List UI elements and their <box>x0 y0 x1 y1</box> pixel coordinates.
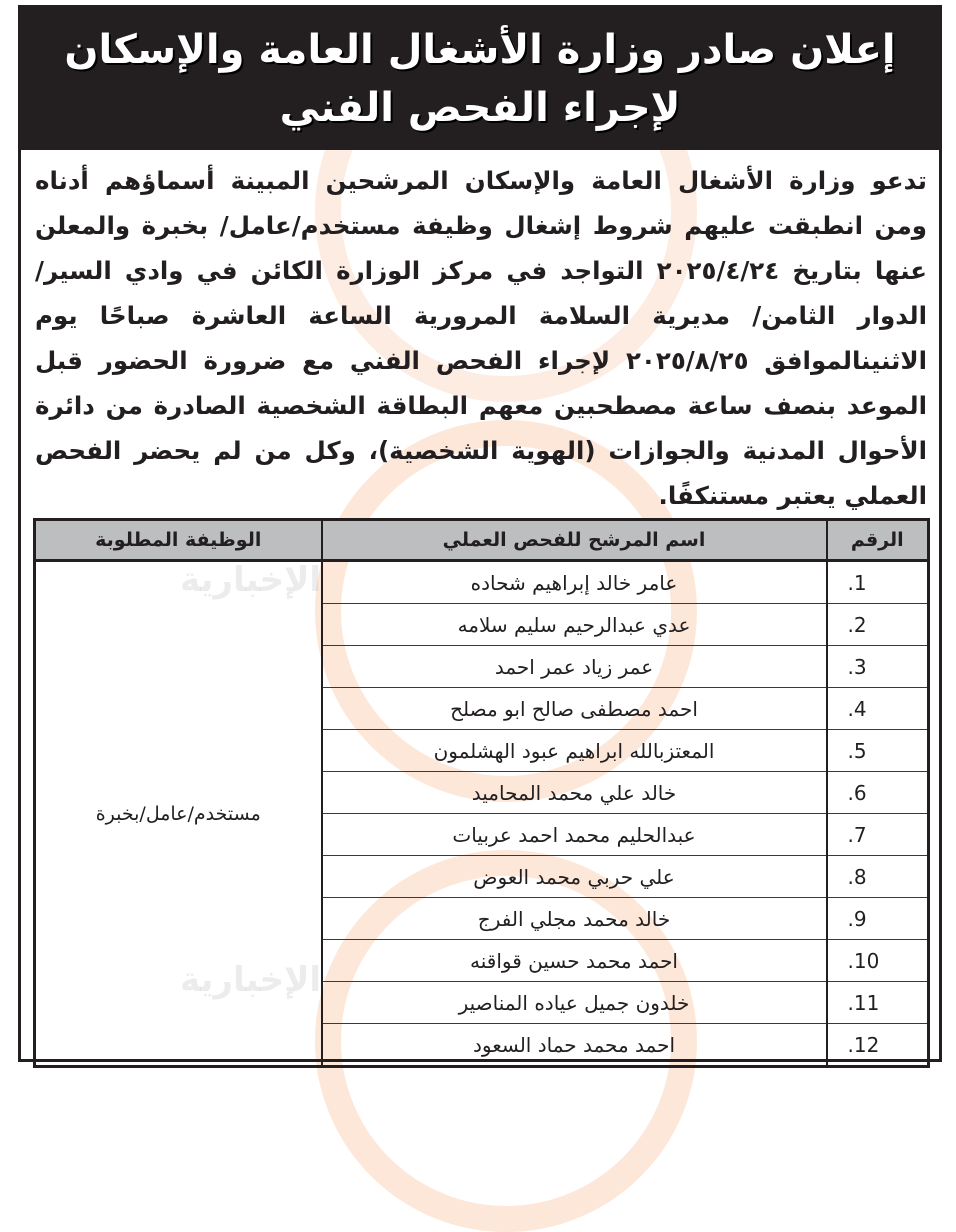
header-name: اسم المرشح للفحص العملي <box>322 520 827 561</box>
candidate-name: عدي عبدالرحيم سليم سلامه <box>322 604 827 646</box>
candidates-table <box>33 518 930 1068</box>
row-number: .8 <box>827 856 929 898</box>
row-number: .10 <box>827 940 929 982</box>
row-number: .11 <box>827 982 929 1024</box>
candidate-name: خالد محمد مجلي الفرج <box>322 898 827 940</box>
row-number: .3 <box>827 646 929 688</box>
candidate-name: عامر خالد إبراهيم شحاده <box>322 561 827 604</box>
candidate-name: عبدالحليم محمد احمد عربيات <box>322 814 827 856</box>
row-number: .1 <box>827 561 929 604</box>
job-title: مستخدم/عامل/بخبرة <box>35 561 322 1067</box>
header-job: الوظيفة المطلوبة <box>35 520 322 561</box>
candidates-table-wrap <box>33 518 927 1068</box>
row-number: .4 <box>827 688 929 730</box>
candidate-name: خالد علي محمد المحاميد <box>322 772 827 814</box>
watermark-text: الإخبارية <box>180 960 322 1000</box>
announcement-header <box>21 8 939 150</box>
announcement-frame <box>18 5 942 1062</box>
announcement-subtitle: لإجراء الفحص الفني <box>279 85 681 131</box>
candidate-name: عمر زياد عمر احمد <box>322 646 827 688</box>
candidate-name: احمد محمد حسين قواقنه <box>322 940 827 982</box>
row-number: .6 <box>827 772 929 814</box>
candidate-name: المعتزبالله ابراهيم عبود الهشلمون <box>322 730 827 772</box>
announcement-body: تدعو وزارة الأشغال العامة والإسكان المرشحين المبينة أسماؤهم أدناه ومن انطبقت عليهم شروط إشغال وظيفة مستخدم/عامل/ بخبرة والمعلن عنها بتاريخ ٢٠٢٥/٤/٢٤ التواجد في مركز الوزارة الكائن في وادي السير/ الدوار الثامن/ مديرية السلامة المرورية الساعة العاشرة صباحًا يوم الاثنينالموافق ٢٠٢٥/٨/٢٥ لإجراء الفحص الفني مع ضرورة الحضور قبل الموعد بنصف ساعة مصطحبين معهم البطاقة الشخصية الصادرة من دائرة الأحوال المدنية والجوازات (الهوية الشخصية)، وكل من لم يحضر الفحص العملي يعتبر مستنكفًا. <box>35 166 927 510</box>
announcement-title: إعلان صادر وزارة الأشغال العامة والإسكان <box>64 27 896 73</box>
candidate-name: خلدون جميل عياده المناصير <box>322 982 827 1024</box>
watermark-text: الإخبارية <box>180 560 322 600</box>
row-number: .12 <box>827 1024 929 1067</box>
header-number: الرقم <box>827 520 929 561</box>
table-header-row <box>35 520 929 561</box>
table-row <box>35 561 929 604</box>
row-number: .9 <box>827 898 929 940</box>
row-number: .5 <box>827 730 929 772</box>
row-number: .7 <box>827 814 929 856</box>
candidate-name: علي حربي محمد العوض <box>322 856 827 898</box>
row-number: .2 <box>827 604 929 646</box>
candidate-name: احمد مصطفى صالح ابو مصلح <box>322 688 827 730</box>
candidate-name: احمد محمد حماد السعود <box>322 1024 827 1067</box>
